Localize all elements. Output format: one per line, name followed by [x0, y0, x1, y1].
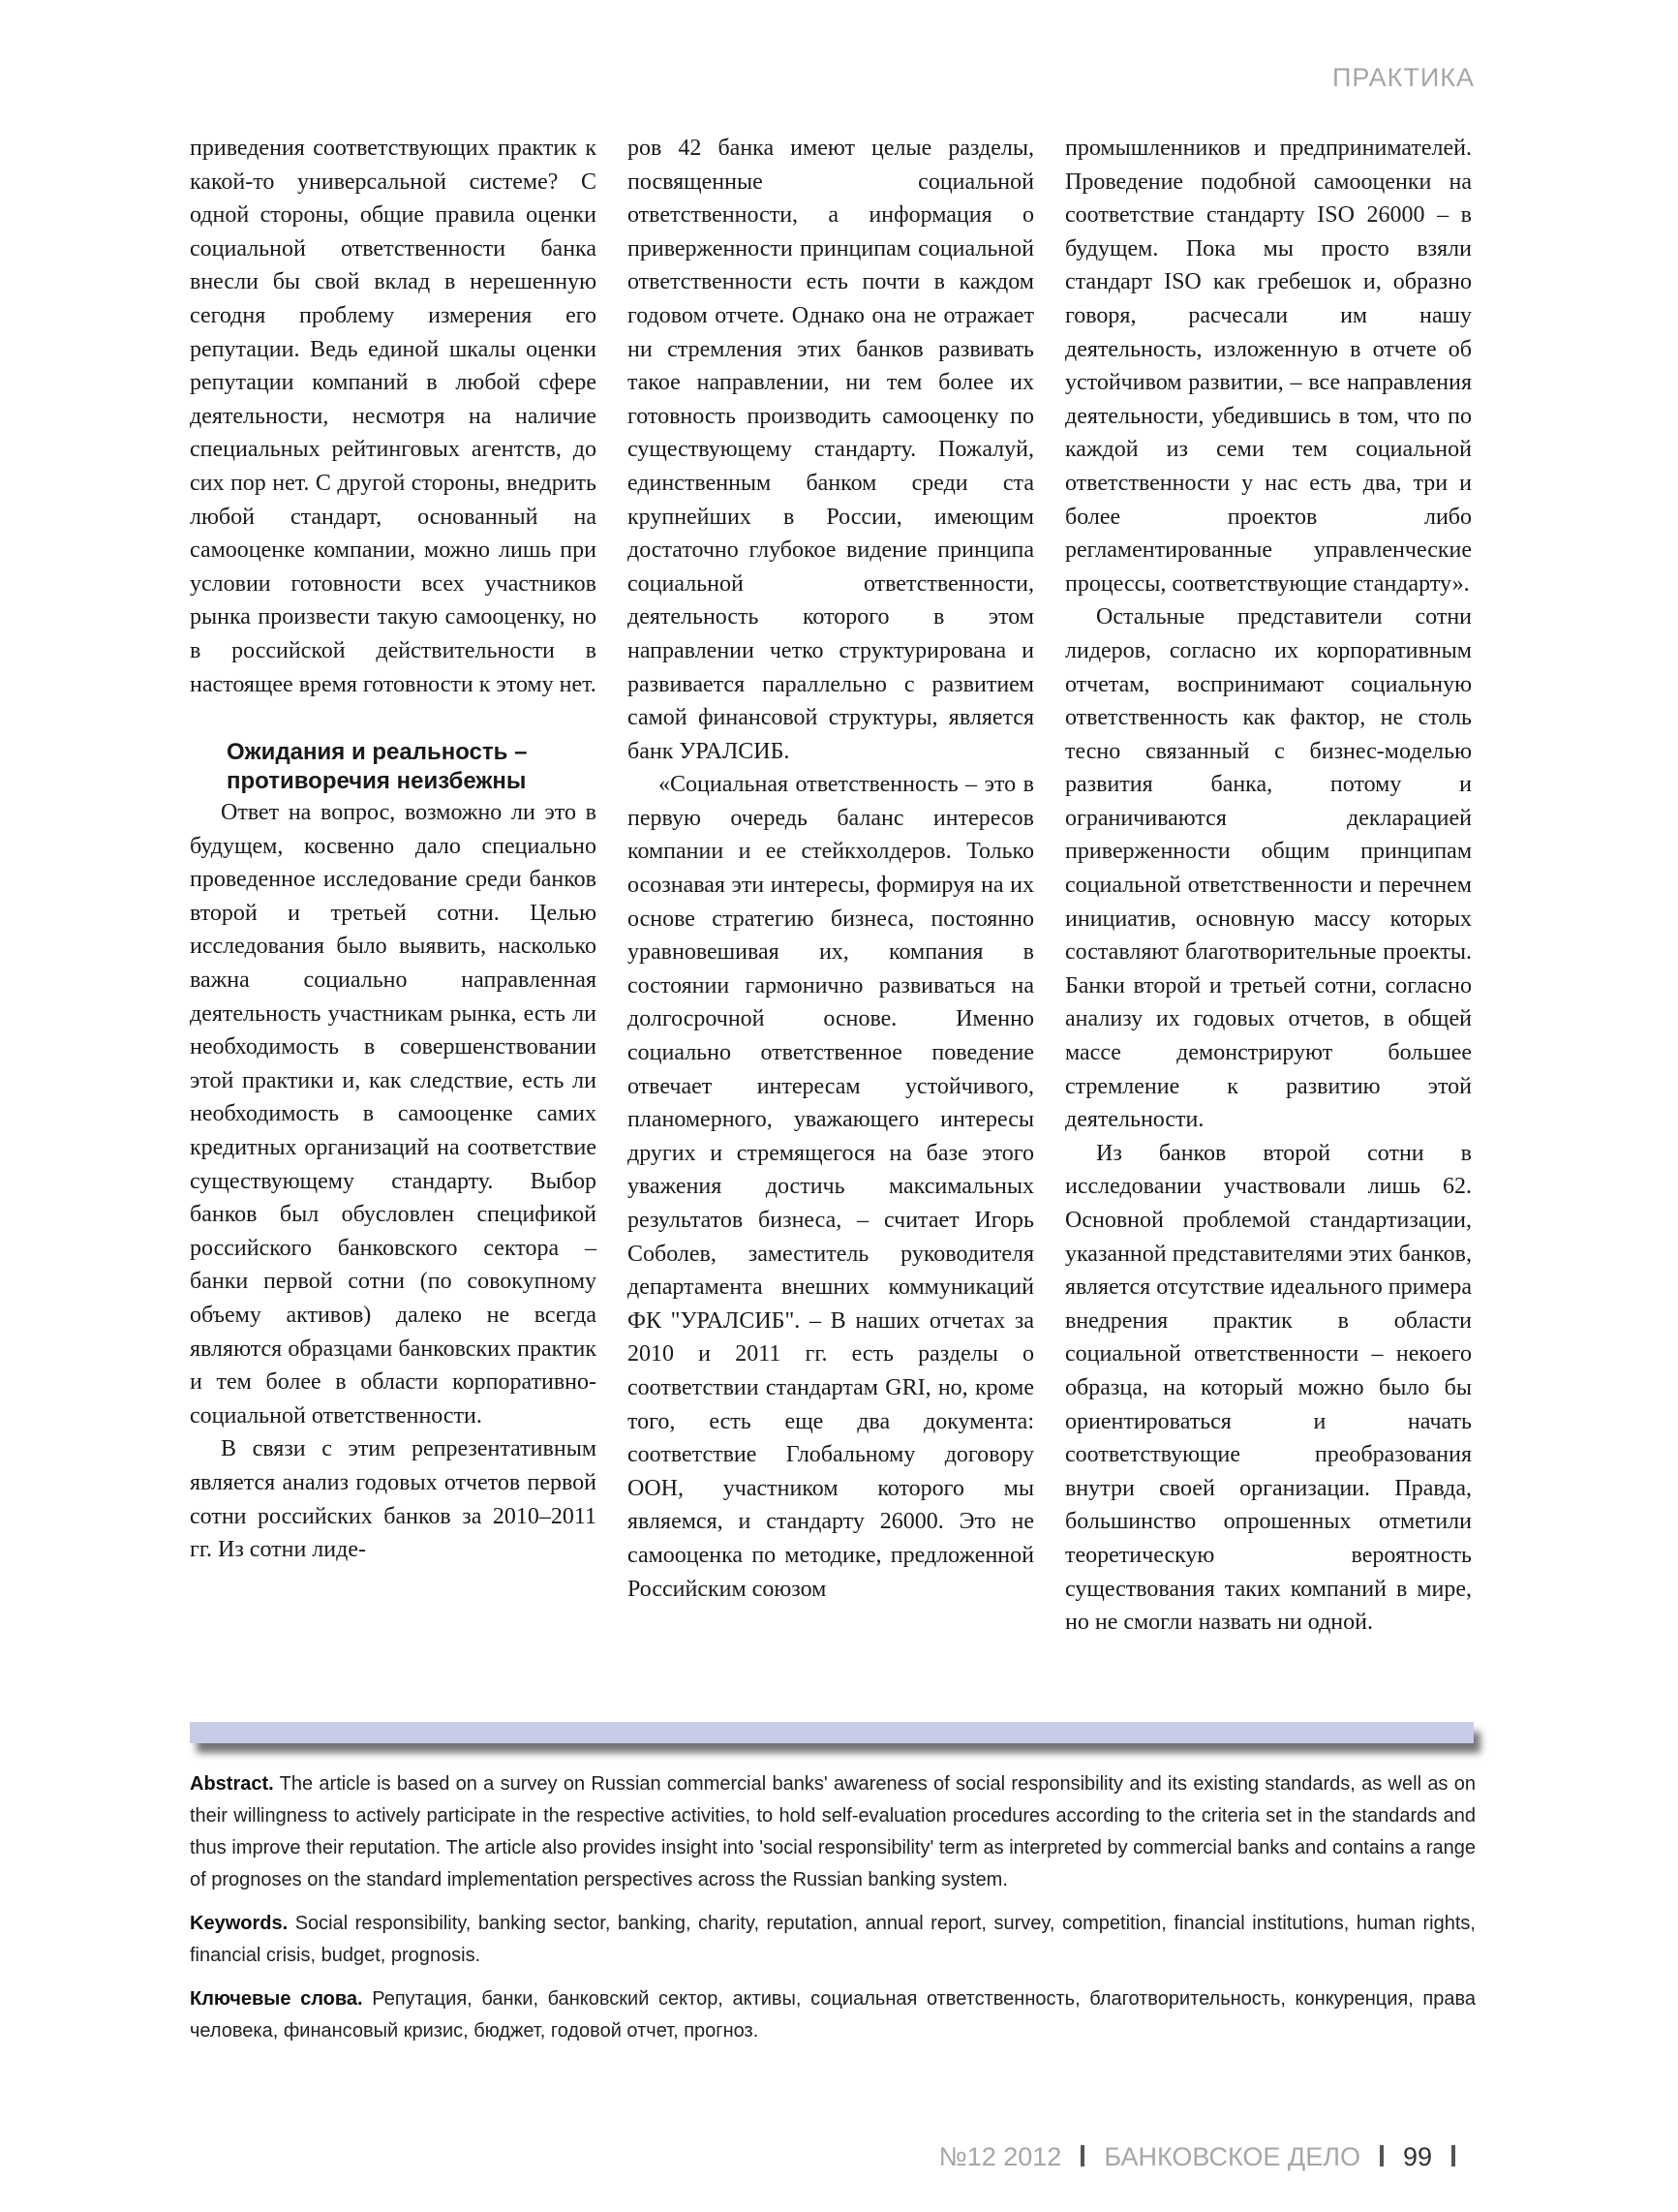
abstract-block	[190, 1768, 1476, 2059]
paragraph: приведения соответствующих практик к какой-то универсальной системе? С одной стороны, общие правила оценки социальной ответственности банка внесли бы свой вклад в нерешенную сегодня проблему измерения его репутации. Ведь единой шкалы оценки репутации компаний в любой сфере деятельности, несмотря на наличие специальных рейтинговых агентств, до сих пор нет. С другой стороны, внедрить любой стандарт, основанный на самооценке компании, можно лишь при условии готовности всех участников рынка произвести такую самооценку, но в российской действительности в настоящее время готовности к этому нет.	[190, 136, 596, 697]
subheading-line-1: Ожидания и реальность –	[227, 739, 528, 766]
column-3	[1065, 132, 1472, 1640]
paragraph: Остальные представители сотни лидеров, согласно их корпоративным отчетам, воспринимают социальную ответственность как фактор, не столь тесно связанный с бизнес-моделью развития банка, потому и ограничиваются декларацией приверженности общим принципам социальной ответственности и перечнем инициатив, основную массу которых составляют благотворительные проекты. Банки второй и третьей сотни, согласно анализу их годовых отчетов, в общей массе демонстрируют большее стремление к развитию этой деятельности.	[1065, 604, 1472, 1133]
paragraph: Ответ на вопрос, возможно ли это в будущем, косвенно дало специально проведенное исследование среди банков второй и третьей сотни. Целью исследования было выявить, насколько важна социально направленная деятельность участникам рынка, есть ли необходимость в совершенствовании этой практики и, как следствие, есть ли необходимость в самооценке самих кредитных организаций на соответствие существующему стандарту. Выбор банков был обусловлен спецификой российского банковского сектора – банки первой сотни (по совокупному объему активов) далеко не всегда являются образцами банковских практик и тем более в области корпоративно-социальной ответственности.	[190, 800, 596, 1429]
page-number: 99	[1402, 2142, 1432, 2171]
journal-name: БАНКОВСКОЕ ДЕЛО	[1104, 2142, 1360, 2171]
issue-number: №12 2012	[938, 2142, 1062, 2171]
subheading-line-2: противоречия неизбежны	[227, 768, 527, 795]
column-1	[190, 132, 596, 1567]
separator-bar	[190, 1722, 1474, 1743]
paragraph: В связи с этим репрезентативным является анализ годовых отчетов первой сотни российских банков за 2010–2011 гг. Из сотни лиде-	[190, 1436, 596, 1563]
abstract-text: The article is based on a survey on Russian commercial banks' awareness of social responsibility and its existing standards, as well as on their willingness to actively participate in the respective activities, to hold self-evaluation procedures according to the criteria set in the standards and thus improve their reputation. The article also provides insight into 'social responsibility' term as interpreted by commercial banks and contains a range of prognoses on the standard implementation perspectives across the Russian banking system.	[190, 1773, 1476, 1890]
paragraph: Из банков второй сотни в исследовании участвовали лишь 62. Основной проблемой стандартизации, указанной представителями этих банков, является отсутствие идеального примера внедрения практик в области социальной ответственности – некоего образца, на который можно было бы ориентироваться и начать соответствующие преобразования внутри своей организации. Правда, большинство опрошенных отметили теоретическую вероятность существования таких компаний в мире, но не смогли назвать ни одной.	[1065, 1140, 1472, 1636]
section-label: ПРАКТИКА	[1332, 63, 1475, 92]
page-footer	[939, 2137, 1475, 2176]
keywords-ru	[190, 1983, 1476, 2047]
paragraph: ров 42 банка имеют целые разделы, посвященные социальной ответственности, а информация о приверженности принципам социальной ответственности есть почти в каждом годовом отчете. Однако она не отражает ни стремления этих банков развивать такое направлении, ни тем более их готовность производить самооценку по существующему стандарту. Пожалуй, единственным банком среди ста крупнейших в России, имеющим достаточно глубокое видение принципа социальной ответственности, деятельность которого в этом направлении четко структурирована и развивается параллельно с развитием самой финансовой структуры, является банк УРАЛСИБ.	[627, 136, 1034, 764]
paragraph: «Социальная ответственность – это в первую очередь баланс интересов компании и ее стейкхолдеров. Только осознавая эти интересы, формируя на их основе стратегию бизнеса, постоянно уравновешивая их, компания в состоянии гармонично развиваться на долгосрочной основе. Именно социально ответственное поведение отвечает интересам устойчивого, планомерного, уважающего интересы других и стремящегося на базе этого уважения достичь максимальных результатов бизнеса, – считает Игорь Соболев, заместитель руководителя департамента внешних коммуникаций ФК "УРАЛСИБ". – В наших отчетах за 2010 и 2011 гг. есть разделы о соответствии стандартам GRI, но, кроме того, есть еще два документа: соответствие Глобальному договору ООН, участником которого мы являемся, и стандарту 26000. Это не самооценка по методике, предложенной Российским союзом	[627, 772, 1034, 1602]
abstract-label: Abstract.	[190, 1773, 274, 1795]
keywords-en	[190, 1908, 1476, 1972]
keywords-ru-label: Ключевые слова.	[190, 1988, 363, 2010]
paragraph: промышленников и предпринимателей. Проведение подобной самооценки на соответствие стандарту ISO 26000 – в будущем. Пока мы просто взяли стандарт ISO как гребешок и, образно говоря, расчесали им нашу деятельность, изложенную в отчете об устойчивом развитии, – все направления деятельности, убедившись в том, что по каждой из семи тем социальной ответственности у нас есть два, три и более проектов либо регламентированные управленческие процессы, соответствующие стандарту».	[1065, 136, 1472, 597]
subheading	[227, 738, 596, 796]
article-body	[190, 132, 1472, 1681]
abstract	[190, 1768, 1476, 1896]
keywords-en-text: Social responsibility, banking sector, banking, charity, reputation, annual report, survey, competition, financial institutions, human rights, financial crisis, budget, prognosis.	[190, 1913, 1476, 1966]
keywords-en-label: Keywords.	[190, 1913, 289, 1934]
footer-separator	[1081, 2145, 1084, 2166]
column-2	[627, 132, 1034, 1606]
keywords-ru-text: Репутация, банки, банковский сектор, активы, социальная ответственность, благотворительность, конкуренция, права человека, финансовый кризис, бюджет, годовой отчет, прогноз.	[190, 1988, 1476, 2042]
footer-separator	[1380, 2145, 1384, 2166]
footer-separator	[1451, 2145, 1455, 2166]
